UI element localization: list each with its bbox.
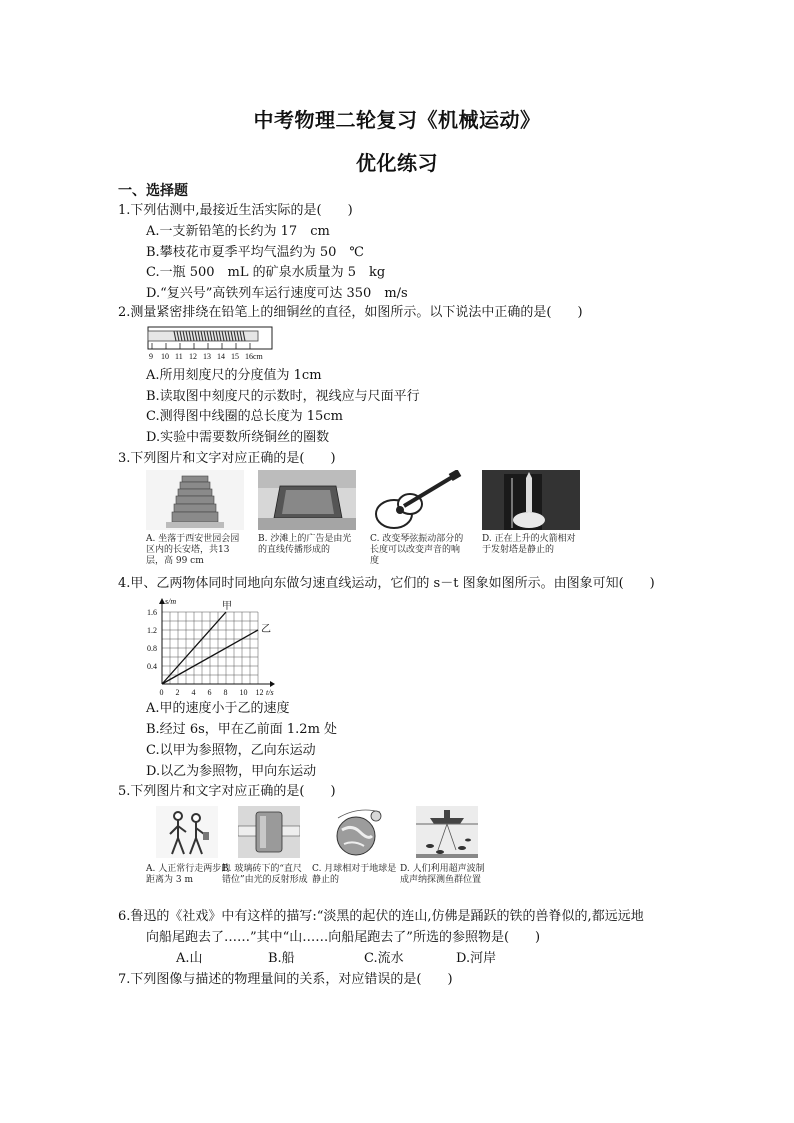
page-title: 中考物理二轮复习《机械运动》 xyxy=(253,108,541,132)
ruler-label: 10 xyxy=(161,352,169,361)
question-2-stem: 2.测量紧密排绕在铅笔上的细铜丝的直径，如图所示。以下说法中正确的是( ) xyxy=(118,305,583,320)
ruler-label: 16cm xyxy=(245,352,263,361)
pagoda-image xyxy=(146,470,244,530)
sonar-ship-image xyxy=(416,806,478,858)
q6-option-a: A.山 xyxy=(176,951,203,966)
x-tick-label: 4 xyxy=(191,688,196,697)
x-tick-label: 12 xyxy=(255,688,264,697)
q1-option-c: C.一瓶 500 mL 的矿泉水质量为 5 kg xyxy=(146,265,386,280)
ruler-label: 15 xyxy=(231,352,239,361)
x-axis-arrow xyxy=(270,681,275,687)
q4-option-b: B.经过 6s，甲在乙前面 1.2m 处 xyxy=(146,722,338,737)
q3-caption-a: A. 坐落于西安世园会园区内的长安塔，共13层，高 99 cm xyxy=(146,534,240,566)
earth-moon-image xyxy=(328,806,390,858)
ruler-label: 12 xyxy=(189,352,197,361)
question-4-stem: 4.甲、乙两物体同时同地向东做匀速直线运动，它们的 s－t 图象如图所示。由图象可知( ) xyxy=(118,576,655,591)
x-tick-label: 8 xyxy=(223,688,228,697)
x-tick-label: 6 xyxy=(207,688,212,697)
x-tick-label: 0 xyxy=(159,688,164,697)
guitar-image xyxy=(370,470,468,530)
q2-option-b: B.读取图中刻度尺的示数时，视线应与尺面平行 xyxy=(146,389,420,404)
question-6-stem-line1: 6.鲁迅的《社戏》中有这样的描写:“淡黑的起伏的连山,仿佛是踊跃的铁的兽脊似的,都远远地 xyxy=(118,909,644,924)
q5-caption-b: B. 玻璃砖下的“直尺错位”由光的反射形成 xyxy=(222,864,308,885)
ruler-pencil-figure xyxy=(146,325,276,363)
q2-option-c: C.测得图中线圈的总长度为 15cm xyxy=(146,409,343,424)
q1-option-d: D.“复兴号”高铁列车运行速度可达 350 m/s xyxy=(146,286,408,301)
y-axis-label: s/m xyxy=(165,597,177,606)
q2-option-d: D.实验中需要数所绕铜丝的圈数 xyxy=(146,430,330,445)
x-tick-label: 10 xyxy=(239,688,248,697)
question-7-stem: 7.下列图像与描述的物理量间的关系，对应错误的是( ) xyxy=(118,972,453,987)
q3-caption-d: D. 正在上升的火箭相对于发射塔是静止的 xyxy=(482,534,576,555)
q4-option-a: A.甲的速度小于乙的速度 xyxy=(146,701,290,716)
q6-option-d: D.河岸 xyxy=(456,951,497,966)
q4-option-d: D.以乙为参照物，甲向东运动 xyxy=(146,764,317,779)
q6-option-b: B.船 xyxy=(268,951,295,966)
q1-option-b: B.攀枝花市夏季平均气温约为 50 ℃ xyxy=(146,245,364,260)
q4-option-c: C.以甲为参照物，乙向东运动 xyxy=(146,743,316,758)
q3-caption-b: B. 沙滩上的广告是由光的直线传播形成的 xyxy=(258,534,352,555)
q6-option-c: C.流水 xyxy=(364,951,404,966)
ruler-label: 11 xyxy=(175,352,183,361)
s-t-graph xyxy=(140,596,300,700)
question-3-stem: 3.下列图片和文字对应正确的是( ) xyxy=(118,451,336,466)
q3-caption-c: C. 改变琴弦振动部分的长度可以改变声音的响度 xyxy=(370,534,464,566)
ruler-label: 9 xyxy=(149,352,153,361)
section-heading: 一、选择题 xyxy=(118,183,188,199)
beach-ad-image xyxy=(258,470,356,530)
q5-caption-d: D. 人们利用超声波制成声纳探测鱼群位置 xyxy=(400,864,485,885)
question-5-stem: 5.下列图片和文字对应正确的是( ) xyxy=(118,784,336,799)
rocket-launch-image xyxy=(482,470,580,530)
x-axis-label: t/s xyxy=(266,688,274,697)
q2-option-a: A.所用刻度尺的分度值为 1cm xyxy=(146,368,322,383)
y-tick-label: 0.8 xyxy=(147,644,157,653)
y-tick-label: 1.6 xyxy=(147,608,157,617)
ruler-label: 14 xyxy=(217,352,225,361)
x-tick-label: 2 xyxy=(175,688,180,697)
y-tick-label: 0.4 xyxy=(147,662,157,671)
walking-people-image xyxy=(156,806,218,858)
question-6-stem-line2: 向船尾跑去了……”其中“山……向船尾跑去了”所选的参照物是( ) xyxy=(146,930,541,945)
y-tick-label: 1.2 xyxy=(147,626,157,635)
q1-option-a: A.一支新铅笔的长约为 17 cm xyxy=(146,224,330,239)
question-1-stem: 1.下列估测中,最接近生活实际的是( ) xyxy=(118,203,353,218)
series-label: 乙 xyxy=(261,624,271,635)
page-subtitle: 优化练习 xyxy=(356,151,438,175)
q5-caption-a: A. 人正常行走两步的距离为 3 m xyxy=(146,864,231,885)
glass-ruler-image xyxy=(238,806,300,858)
q5-caption-c: C. 月球相对于地球是静止的 xyxy=(312,864,397,885)
series-label: 甲 xyxy=(222,601,232,612)
ruler-label: 13 xyxy=(203,352,211,361)
